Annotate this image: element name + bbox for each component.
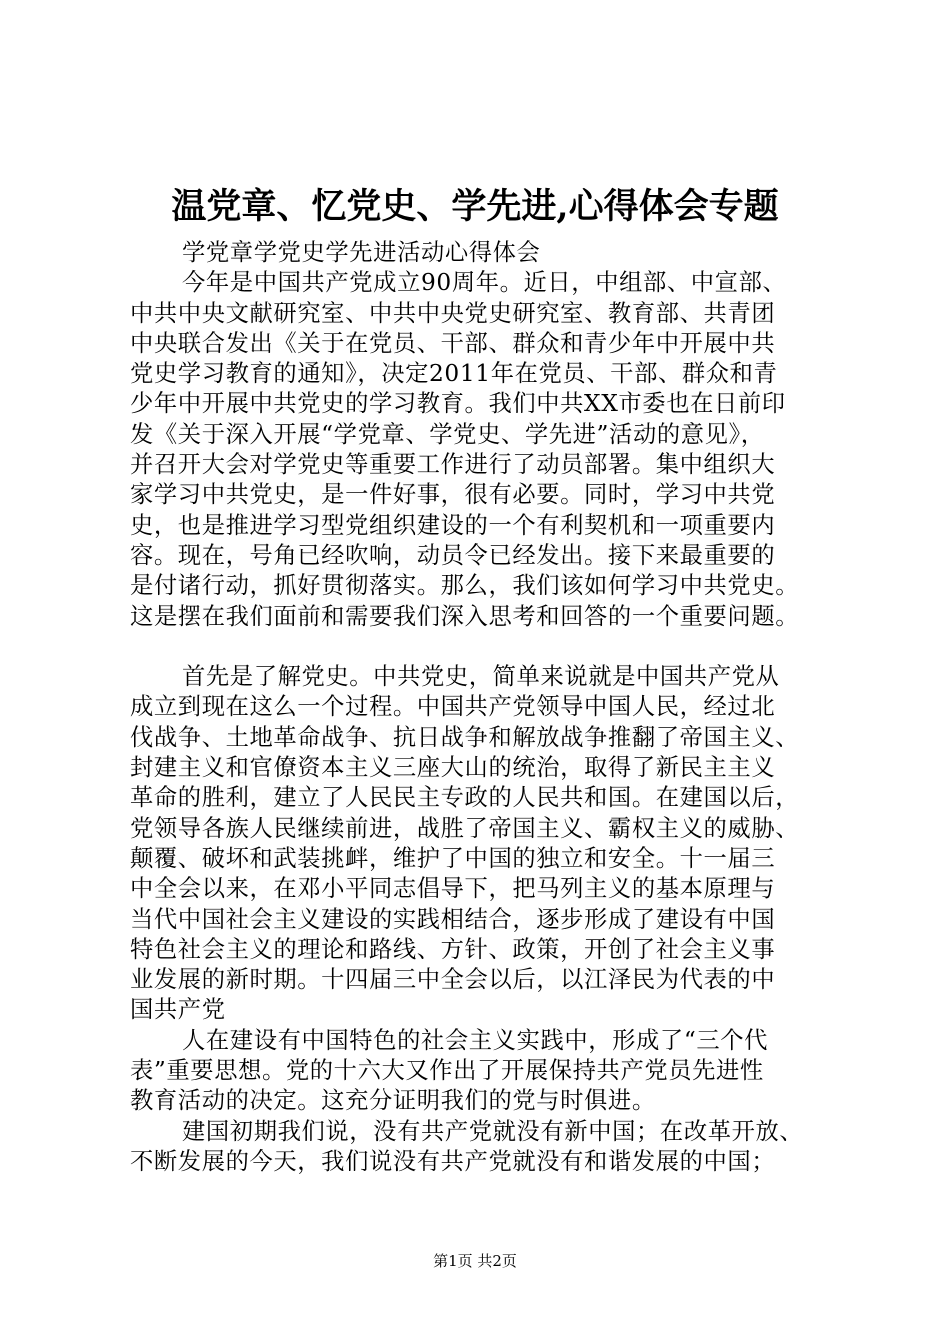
paragraph-line: 发《关于深入开展“学党章、学党史、学先进”活动的意见》， — [130, 420, 765, 448]
paragraph-line: 伐战争、土地革命战争、抗日战争和解放战争推翻了帝国主义、 — [130, 723, 800, 751]
paragraph-line: 不断发展的今天，我们说没有共产党就没有和谐发展的中国； — [130, 1147, 776, 1175]
paragraph-line: 党领导各族人民继续前进，战胜了帝国主义、霸权主义的威胁、 — [130, 814, 800, 842]
paragraph-line: 首先是了解党史。中共党史，简单来说就是中国共产党从 — [182, 663, 780, 691]
document-title: 温党章、忆党史、学先进,心得体会专题 — [171, 186, 779, 227]
paragraph-line: 中央联合发出《关于在党员、干部、群众和青少年中开展中共 — [130, 329, 776, 357]
paragraph-line: 中全会以来，在邓小平同志倡导下，把马列主义的基本原理与 — [130, 875, 776, 903]
paragraph-line: 党史学习教育的通知》，决定2011年在党员、干部、群众和青 — [130, 360, 778, 388]
blank-line — [130, 632, 852, 662]
paragraph-line: 国共产党 — [130, 996, 226, 1024]
paragraph-line: 家学习中共党史，是一件好事，很有必要。同时，学习中共党 — [130, 481, 776, 509]
paragraph-line: 今年是中国共产党成立90周年。近日，中组部、中宣部、 — [182, 269, 787, 297]
paragraph-line: 中共中央文献研究室、中共中央党史研究室、教育部、共青团 — [130, 299, 776, 327]
paragraph-line: 并召开大会对学党史等重要工作进行了动员部署。集中组织大 — [130, 451, 776, 479]
paragraph-line: 建国初期我们说，没有共产党就没有新中国；在改革开放、 — [182, 1117, 804, 1145]
paragraph-line: 颠覆、破坏和武装挑衅，维护了中国的独立和安全。十一届三 — [130, 844, 776, 872]
paragraph-line: 业发展的新时期。十四届三中全会以后，以江泽民为代表的中 — [130, 966, 776, 994]
paragraph-line: 革命的胜利，建立了人民民主专政的人民共和国。在建国以后， — [130, 784, 800, 812]
paragraph-line: 当代中国社会主义建设的实践相结合，逐步形成了建设有中国 — [130, 905, 776, 933]
page-footer: 第1页 共2页 — [433, 1252, 517, 1270]
paragraph-line: 少年中开展中共党史的学习教育。我们中共XX市委也在日前印 — [130, 390, 786, 418]
paragraph-line: 封建主义和官僚资本主义三座大山的统治，取得了新民主主义 — [130, 754, 776, 782]
document-body — [130, 238, 852, 1177]
paragraph-line: 成立到现在这么一个过程。中国共产党领导中国人民，经过北 — [130, 693, 776, 721]
paragraph-line: 人在建设有中国特色的社会主义实践中，形成了“三个代 — [182, 1026, 769, 1054]
paragraph-line: 是付诸行动，抓好贯彻落实。那么，我们该如何学习中共党史。 — [130, 572, 800, 600]
paragraph-line: 史，也是推进学习型党组织建设的一个有利契机和一项重要内 — [130, 511, 776, 539]
paragraph-line: 表”重要思想。党的十六大又作出了开展保持共产党员先进性 — [130, 1057, 764, 1085]
paragraph-line: 容。现在，号角已经吹响，动员令已经发出。接下来最重要的 — [130, 541, 776, 569]
subtitle-line: 学党章学党史学先进活动心得体会 — [182, 239, 541, 266]
paragraph-line: 特色社会主义的理论和路线、方针、政策，开创了社会主义事 — [130, 935, 776, 963]
paragraph-line: 这是摆在我们面前和需要我们深入思考和回答的一个重要问题。 — [130, 602, 800, 630]
paragraph-line: 教育活动的决定。这充分证明我们的党与时俱进。 — [130, 1087, 656, 1115]
